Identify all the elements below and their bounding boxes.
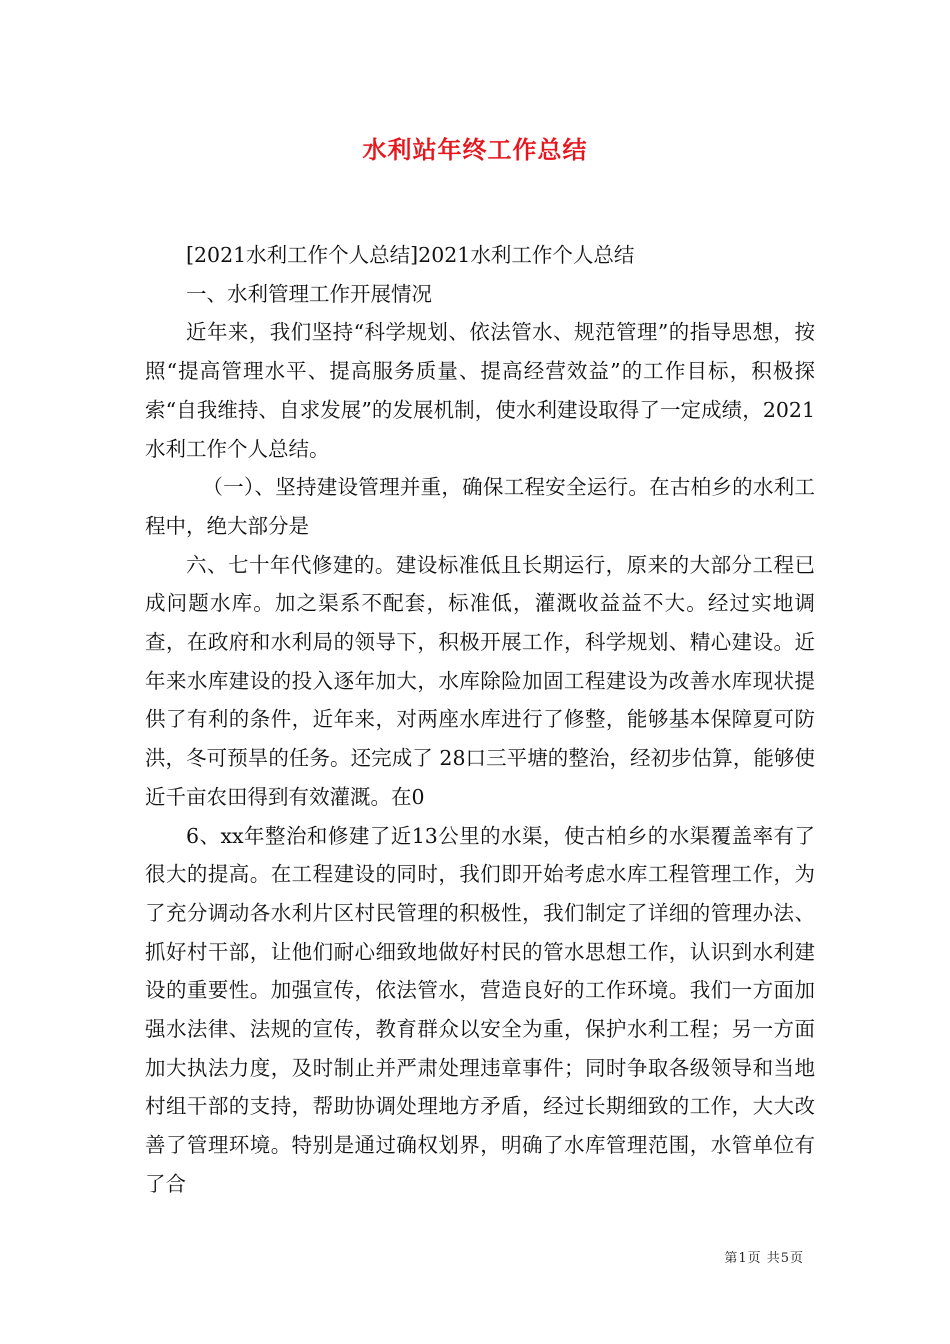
page-number: 第1页 共5页: [724, 1251, 804, 1266]
document-body: [145, 236, 815, 1204]
paragraph: （一）、坚持建设管理并重，确保工程安全运行。在古柏乡的水利工程中，绝大部分是: [145, 475, 815, 538]
paragraph-section-heading: 一、水利管理工作开展情况: [186, 281, 432, 306]
paragraph-subtitle: [2021水利工作个人总结]2021水利工作个人总结: [186, 243, 635, 267]
document-title: 水利站年终工作总结: [362, 135, 588, 164]
paragraph: 六、七十年代修建的。建设标准低且长期运行，原来的大部分工程已成问题水库。加之渠系不配套，标准低，灌溉收益益不大。经过实地调查，在政府和水利局的领导下，积极开展工作，科学规划、精心建设。近年来水库建设的投入逐年加大，水库除险加固工程建设为改善水库现状提供了有利的条件，近年来，对两座水库进行了修整，能够基本保障夏可防洪，冬可预旱的任务。还完成了 28口三平塘的整治，经初步估算，能够使近千亩农田得到有效灌溉。在0: [145, 552, 815, 809]
paragraph: 6、xx年整治和修建了近13公里的水渠，使古柏乡的水渠覆盖率有了很大的提高。在工程建设的同时，我们即开始考虑水库工程管理工作，为了充分调动各水利片区村民管理的积极性，我们制定了详细的管理办法、抓好村干部，让他们耐心细致地做好村民的管水思想工作，认识到水利建设的重要性。加强宣传，依法管水，营造良好的工作环境。我们一方面加强水法律、法规的宣传，教育群众以安全为重，保护水利工程；另一方面加大执法力度，及时制止并严肃处理违章事件；同时争取各级领导和当地村组干部的支持，帮助协调处理地方矛盾，经过长期细致的工作，大大改善了管理环境。特别是通过确权划界，明确了水库管理范围，水管单位有了合: [145, 823, 815, 1196]
paragraph: 近年来，我们坚持“科学规划、依法管水、规范管理”的指导思想，按照“提高管理水平、提高服务质量、提高经营效益”的工作目标，积极探索“自我维持、自求发展”的发展机制，使水利建设取得了一定成绩，2021水利工作个人总结。: [145, 320, 815, 461]
